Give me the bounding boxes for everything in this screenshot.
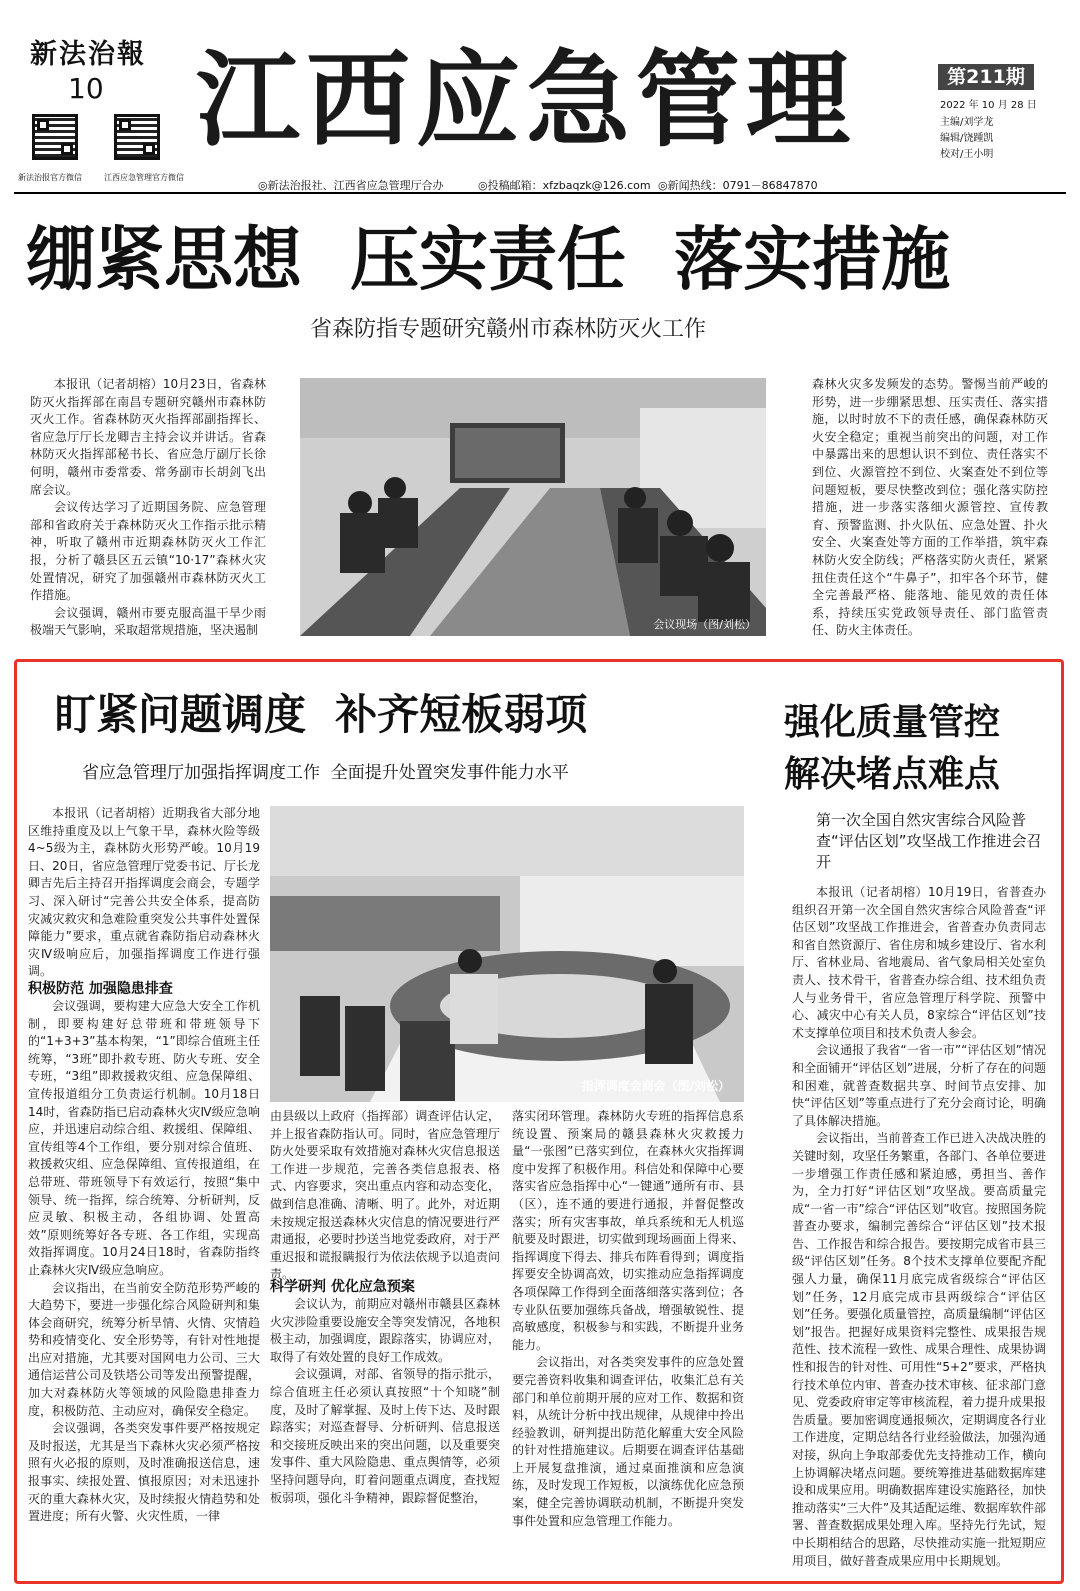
article-2-col-1-lead (28, 805, 260, 979)
paragraph: 会议指出，对各类突发事件的应急处置要完善资料收集和调查评估，收集汇总有关部门和单位前期开展的应对工作、数据和资料，从统计分析中找出规律，从规律中拎出经验教训，研判提出防范化解重大安全风险的针对性措施建议。后期要在调查评估基础上开展复盘推演，通过桌面推演和应急演练，及时发现工作短板，以演练优化应急预案，健全完善协调联动机制，不断提升突发事件处置和应急管理工作能力。 (512, 1355, 744, 1528)
article-2-col-3 (512, 1108, 744, 1570)
info-partner: ◎新法治报社、江西省应急管理厅合办 (258, 179, 444, 192)
editor-credit: 主编/刘学龙 (940, 117, 994, 128)
qr-caption: 新法治报官方微信 (18, 173, 82, 182)
article-3-body (792, 884, 1046, 1570)
issue-badge: 第211期 (938, 64, 1034, 90)
meeting-photo-image (300, 378, 766, 636)
article-1-col-3 (812, 376, 1048, 638)
qr-code-icon (114, 114, 160, 160)
paragraph: 会议认为，前期应对赣州市赣县区森林火灾涉险重要设施安全等突发情况，各地积极主动，加强调度，跟踪落实，协调应对，取得了有效处置的良好工作成效。 (270, 1297, 500, 1364)
paragraph: 会议强调，对部、省领导的指示批示，综合值班主任必须认真按照“十个知晓”制度，及时了解掌握、及时上传下达、及时跟踪落实；对巡查督导、分析研判、信息报送和交接班反映出来的突出问题，以及重要突发事件、重大风险隐患、重点舆情等，必须坚持问题导向，盯着问题重点调度，查找短板弱项，强化斗争精神，跟踪督促整治， (270, 1367, 500, 1505)
info-hotline: ◎新闻热线：0791－86847870 (658, 179, 818, 192)
paragraph: 由县级以上政府（指挥部）调查评估认定，并上报省森防指认可。同时，省应急管理厅防火处要采取有效措施对森林火灾信息报送工作进一步规范，完善各类信息报表、格式、内容要求，突出重点内容和动态变化，做到信息准确、清晰、明了。此外，对近期未按规定报送森林火灾信息的情况要进行严肃通报，必要时抄送当地党委政府，对于严重迟报和谎报瞒报行为依法依规予以追责问责。 (270, 1109, 500, 1282)
editing-credit: 编辑/饶踵凯 (940, 133, 994, 144)
paragraph: 会议通报了我省“一省一市”“评估区划”情况和全面铺开“评估区划”进展，分析了存在的问题和困难，就普查数据共享、时间节点安排、加快“评估区划”等重点进行了充分会商讨论，明确了具体解决措施。 (792, 1043, 1046, 1128)
subheadline: 第一次全国自然灾害综合风险普查“评估区划”攻坚战工作推进会召开 (816, 811, 1042, 871)
section-title: 积极防范 加强隐患排查 (28, 981, 173, 997)
proofreader-credit: 校对/王小明 (940, 149, 994, 160)
paragraph: 本报讯（记者胡榕）10月23日，省森林防灭火指挥部在南昌专题研究赣州市森林防灭火工作。省森林防灭火指挥部副指挥长、省应急厅厅长龙卿吉主持会议并讲话。省森林防灭火指挥部秘书长、省应急厅副厅长徐何明，赣州市委常委、常务副市长胡剑飞出席会议。 (30, 377, 266, 497)
masthead-title: 江西应急管理 (196, 38, 857, 161)
article-1-col-1 (30, 376, 266, 638)
article-1 (0, 196, 1080, 656)
headline-line-2: 解决堵点难点 (784, 753, 1001, 795)
dispatch-meeting-photo-image (270, 806, 744, 1102)
masthead (0, 0, 1080, 195)
paragraph: 会议指出，当前普查工作已进入决战决胜的关键时刻，攻坚任务繁重，各部门、各单位要进一步增强工作责任感和紧迫感，勇担当、善作为，全力打好“评估区划”攻坚战。要高质量完成“一省一市”综合“评估区划”收官。按照国务院普查办要求，编制完善综合“评估区划”技术报告、工作报告和综合报告。要按期完成省市县三级“评估区划”任务。8个技术支撑单位要配齐配强人力量，确保11月底完成省级综合“评估区划”任务，12月底完成市县两级综合“评估区划”任务。要强化质量管控，高质量编制“评估区划”报告。把握好成果资料完整性、成果报告规范性、技术流程一致性、成果合理性、成果协调性和报告的针对性、可用性“5+2”要求，严格执行技术单位内审、普查办技术审核、征求部门意见、党委政府审定等审核流程，着力提升成果报告质量。要加密调度通报频次，定期调度各行业工作进度，定期总结各行业经验做法，加强沟通对接，纵向上争取部委优先支持推动工作，横向上协调解决堵点问题。要统筹推进基础数据库建设和成果应用。明确数据库建设实施路径，加快推动落实“三大件”及其适配运维、数据库软件部署、普查数据成果处理入库。坚持先行先试，短中长期相结合的思路，尽快推动实施一批短期应用项目，做好普查成果应用中长期规划。 (792, 1131, 1046, 1568)
article-2 (0, 660, 760, 1585)
paragraph: 会议强调，要构建大应急大安全工作机制，即要构建好总带班和带班领导下的“1+3+3”基本构架，“1”即综合值班主任统筹，“3班”即扑救专班、防火专班、安全专班，“3组”即救援救灾组、应急保障组、宣传报道组分工负责运行机制。10月18日14时，省森防指已启动森林火灾Ⅳ级应急响应，并迅速启动综合组、救援组、保障组、宣传组等4个工作组，要分别对综合值班、救援救灾组、应急保障组、宣传报道组，在总带班、带班领导下有效运行，按照“集中领导、统一指挥，综合统筹、分析研判，反应灵敏、积极主动，各组协调、处置高效”原则统筹好各专班、各工作组，实现高效指挥调度。10月24日18时，省森防指终止森林火灾Ⅳ级应急响应。 (28, 999, 260, 1277)
dispatch-meeting-photo (270, 806, 744, 1102)
headline-line-1: 强化质量管控 (784, 701, 1001, 743)
subheadline: 省应急管理厅加强指挥调度工作 全面提升处置突发事件能力水平 (82, 763, 569, 783)
paragraph: 会议传达学习了近期国务院、应急管理部和省政府关于森林防灭火工作指示批示精神，听取了赣州市近期森林防灭火工作汇报，分析了赣县区五云镇“10·17”森林火灾处置情况，研究了加强赣州市森林防灭火工作措施。 (30, 500, 266, 603)
paragraph: 本报讯（记者胡榕）近期我省大部分地区维持重度及以上气象干旱，森林火险等级4~5级为主，森林防火形势严峻。10月19日、20日，省应急管理厅党委书记、厅长龙卿吉先后主持召开指挥调度会商会，专题学习、深入研讨“完善公共安全体系，提高防灾减灾救灾和急难险重突发公共事件处置保障能力”要求，重点就省森防指启动森林火灾Ⅳ级响应后，加强指挥调度工作进行强调。 (28, 806, 260, 979)
paragraph: 森林火灾多发频发的态势。警惕当前严峻的形势，进一步绷紧思想、压实责任、落实措施，以时时放不下的责任感，确保森林防灭火安全稳定；重视当前突出的问题，对工作中暴露出来的思想认识不到位、责任落实不到位、火源管控不到位、火案查处不到位等问题短板，要尽快整改到位；强化落实防控措施，进一步落实落细火源管控、宣传教育、预警监测、扑火队伍、应急处置、扑火安全、火案查处等方面的工作举措，筑牢森林防火安全防线；严格落实防火责任，紧紧扭住责任这个“牛鼻子”，扣牢各个环节，健全完善最严格、能落地、能见效的责任体系，持续压实党政领导责任、部门监管责任、防火主体责任。 (812, 377, 1048, 638)
article-2-col-1 (28, 998, 260, 1570)
paragraph: 本报讯（记者胡榕）10月19日，省普查办组织召开第一次全国自然灾害综合风险普查“评估区划”攻坚战工作推进会，省普查办负责同志和省自然资源厅、省住房和城乡建设厅、省水利厅、省林业局、省地震局、省气象局相关处室负责人、技术骨干，省普查办综合组、技术组负责人与业务骨干，省应急管理厅科学院、预警中心、减灾中心有关人员，8家综合“评估区划”技术支撑单位项目和技术负责人参会。 (792, 885, 1046, 1040)
masthead-rule (14, 192, 1066, 194)
headline: 盯紧问题调度 补齐短板弱项 (54, 690, 588, 739)
headline: 绷紧思想 压实责任 落实措施 (26, 219, 951, 300)
paper-name: 新法治報 (30, 39, 146, 70)
issue-date: 2022 年 10 月 28 日 (940, 100, 1037, 111)
section-title: 科学研判 优化应急预案 (270, 1279, 415, 1295)
photo-caption: 指挥调度会商会（图/刘松） (581, 1079, 730, 1093)
paragraph: 会议强调，各类突发事件要严格按规定及时报送，尤其是当下森林火灾必须严格按照有火必报的原则，及时准确报送信息，速报事实、续报处置、慎报原因；对未迅速扑灭的重大森林火灾，及时续报火情趋势和处置进度；所有火警、火灾性质，一律 (28, 1421, 260, 1524)
qr-caption: 江西应急管理官方微信 (104, 173, 184, 182)
article-2-col-2 (270, 1108, 500, 1282)
article-2-col-2-rest (270, 1296, 500, 1570)
page-number: 10 (68, 72, 104, 105)
qr-code-icon (32, 114, 78, 160)
paragraph: 会议强调，赣州市要克服高温干旱少雨极端天气影响，采取超常规措施，坚决遏制 (30, 605, 266, 638)
meeting-photo (300, 378, 766, 636)
article-3 (760, 660, 1060, 1585)
photo-caption: 会议现场（图/刘松） (653, 618, 756, 631)
paragraph: 落实闭环管理。森林防火专班的指挥信息系统设置、预案局的赣县森林火灾救援力量“一张图”已落实到位，在森林火灾指挥调度中发挥了积极作用。科信处和保障中心要落实省应急指挥中心“一键通”通所有市、县（区），连不通的要进行通报，并督促整改落实；所有灾害事故，单兵系统和无人机巡航要及时跟进，切实做到现场画面上得来、指挥调度下得去、排兵布阵看得到；调度指挥要安全协调高效，切实推动应急指挥调度各项保障工作得到全面落细落实落到位；各专业队伍要加强练兵备战，增强敏锐性、提高敏感度，积极参与和实践，不断提升业务能力。 (512, 1109, 744, 1352)
subheadline: 省森防指专题研究赣州市森林防灭火工作 (310, 317, 707, 342)
paragraph: 会议指出，在当前安全防范形势严峻的大趋势下，要进一步强化综合风险研判和集体会商研究，统筹分析旱情、火情、灾情趋势和疫情变化、安全形势等，有针对性地提出应对措施，尤其要对国网电力公司、三大通信运营公司及铁塔公司等发出预警提醒，加大对森林防火等领域的风险隐患排查力度，积极防范、主动应对，确保安全稳定。 (28, 1280, 260, 1418)
info-email: ◎投稿邮箱：xfzbaqzk@126.com (478, 179, 651, 192)
